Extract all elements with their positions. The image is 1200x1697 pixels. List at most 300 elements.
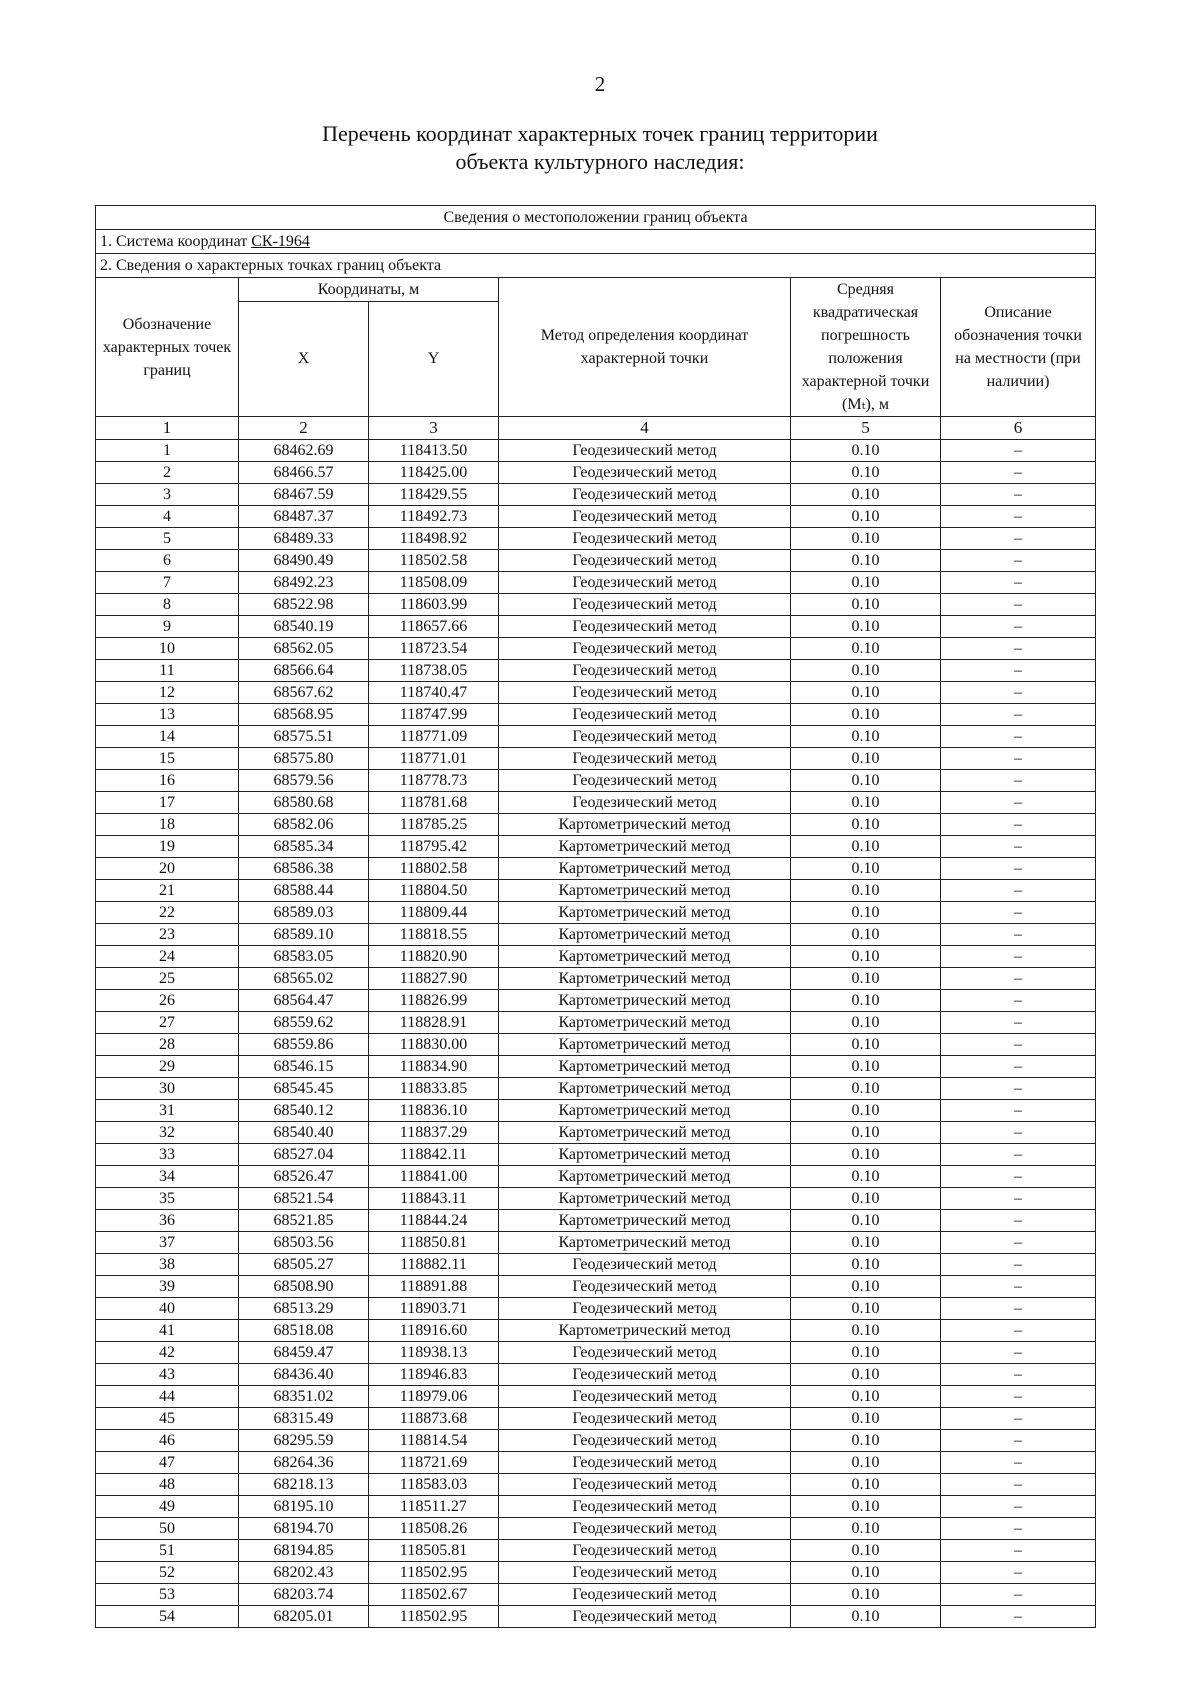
description: –: [941, 1276, 1096, 1298]
error-value: 0.10: [791, 814, 941, 836]
point-number: 8: [96, 594, 239, 616]
point-number: 19: [96, 836, 239, 858]
table-row: [96, 1078, 1096, 1100]
point-number: 23: [96, 924, 239, 946]
description: –: [941, 1518, 1096, 1540]
method: Геодезический метод: [499, 550, 791, 572]
description: –: [941, 770, 1096, 792]
description: –: [941, 880, 1096, 902]
coord-x: 68194.70: [239, 1518, 369, 1540]
table-row: [96, 1562, 1096, 1584]
coord-y: 118979.06: [369, 1386, 499, 1408]
method: Картометрический метод: [499, 1188, 791, 1210]
table-row: [96, 660, 1096, 682]
method: Картометрический метод: [499, 1320, 791, 1342]
point-number: 30: [96, 1078, 239, 1100]
coord-x: 68580.68: [239, 792, 369, 814]
description: –: [941, 616, 1096, 638]
coord-x: 68194.85: [239, 1540, 369, 1562]
coord-x: 68565.02: [239, 968, 369, 990]
table-row: [96, 1144, 1096, 1166]
coord-y: 118603.99: [369, 594, 499, 616]
table-row: [96, 1298, 1096, 1320]
coord-x: 68466.57: [239, 462, 369, 484]
col-number: 6: [941, 417, 1096, 440]
description: –: [941, 1232, 1096, 1254]
table-row: [96, 1430, 1096, 1452]
point-number: 49: [96, 1496, 239, 1518]
description: –: [941, 506, 1096, 528]
coord-y: 118837.29: [369, 1122, 499, 1144]
point-number: 7: [96, 572, 239, 594]
coord-y: 118818.55: [369, 924, 499, 946]
method: Геодезический метод: [499, 572, 791, 594]
method: Геодезический метод: [499, 792, 791, 814]
coord-y: 118502.58: [369, 550, 499, 572]
description: –: [941, 1320, 1096, 1342]
col-coords-header: Координаты, м: [239, 278, 499, 302]
coord-y: 118802.58: [369, 858, 499, 880]
error-value: 0.10: [791, 1254, 941, 1276]
col-number: 2: [239, 417, 369, 440]
table-row: [96, 462, 1096, 484]
point-number: 44: [96, 1386, 239, 1408]
table-row: [96, 1518, 1096, 1540]
method: Картометрический метод: [499, 1034, 791, 1056]
error-value: 0.10: [791, 682, 941, 704]
coord-x: 68218.13: [239, 1474, 369, 1496]
method: Геодезический метод: [499, 1562, 791, 1584]
description: –: [941, 440, 1096, 462]
point-number: 50: [96, 1518, 239, 1540]
method: Геодезический метод: [499, 1474, 791, 1496]
coord-y: 118502.95: [369, 1606, 499, 1628]
error-value: 0.10: [791, 1474, 941, 1496]
description: –: [941, 814, 1096, 836]
point-number: 40: [96, 1298, 239, 1320]
description: –: [941, 1056, 1096, 1078]
description: –: [941, 1540, 1096, 1562]
coord-x: 68505.27: [239, 1254, 369, 1276]
coord-y: 118795.42: [369, 836, 499, 858]
error-value: 0.10: [791, 594, 941, 616]
description: –: [941, 1386, 1096, 1408]
error-value: 0.10: [791, 440, 941, 462]
error-value: 0.10: [791, 638, 941, 660]
coord-x: 68467.59: [239, 484, 369, 506]
coordinate-system-prefix: 1. Система координат: [100, 232, 248, 250]
error-value: 0.10: [791, 968, 941, 990]
coord-y: 118891.88: [369, 1276, 499, 1298]
method: Геодезический метод: [499, 1386, 791, 1408]
error-value: 0.10: [791, 616, 941, 638]
coord-y: 118429.55: [369, 484, 499, 506]
method: Геодезический метод: [499, 1584, 791, 1606]
coord-y: 118738.05: [369, 660, 499, 682]
point-number: 36: [96, 1210, 239, 1232]
coord-y: 118820.90: [369, 946, 499, 968]
method: Картометрический метод: [499, 1122, 791, 1144]
error-value: 0.10: [791, 1342, 941, 1364]
table-row: [96, 748, 1096, 770]
point-number: 34: [96, 1166, 239, 1188]
coord-y: 118946.83: [369, 1364, 499, 1386]
description: –: [941, 550, 1096, 572]
title-line-2: объекта культурного наследия:: [455, 149, 745, 174]
coord-x: 68205.01: [239, 1606, 369, 1628]
description: –: [941, 638, 1096, 660]
coord-y: 118830.00: [369, 1034, 499, 1056]
table-row: [96, 638, 1096, 660]
description: –: [941, 792, 1096, 814]
coord-x: 68462.69: [239, 440, 369, 462]
table-row: [96, 528, 1096, 550]
col-number: 1: [96, 417, 239, 440]
error-value: 0.10: [791, 1540, 941, 1562]
error-value: 0.10: [791, 1606, 941, 1628]
coord-y: 118842.11: [369, 1144, 499, 1166]
table-row: [96, 1166, 1096, 1188]
coord-x: 68579.56: [239, 770, 369, 792]
point-number: 38: [96, 1254, 239, 1276]
page-number: 2: [594, 72, 606, 96]
coord-y: 118498.92: [369, 528, 499, 550]
table-row: [96, 814, 1096, 836]
description: –: [941, 682, 1096, 704]
point-number: 15: [96, 748, 239, 770]
coord-x: 68518.08: [239, 1320, 369, 1342]
col-y-header: Y: [369, 302, 499, 417]
method: Геодезический метод: [499, 1496, 791, 1518]
coord-x: 68540.19: [239, 616, 369, 638]
coord-x: 68487.37: [239, 506, 369, 528]
point-number: 2: [96, 462, 239, 484]
coord-y: 118771.09: [369, 726, 499, 748]
coord-y: 118850.81: [369, 1232, 499, 1254]
coord-x: 68526.47: [239, 1166, 369, 1188]
error-value: 0.10: [791, 1122, 941, 1144]
method: Геодезический метод: [499, 1452, 791, 1474]
description: –: [941, 1166, 1096, 1188]
coord-y: 118502.67: [369, 1584, 499, 1606]
table-row: [96, 1232, 1096, 1254]
coord-y: 118873.68: [369, 1408, 499, 1430]
method: Картометрический метод: [499, 1012, 791, 1034]
point-number: 54: [96, 1606, 239, 1628]
error-value: 0.10: [791, 1408, 941, 1430]
table-row: [96, 1320, 1096, 1342]
description: –: [941, 1342, 1096, 1364]
method: Геодезический метод: [499, 1298, 791, 1320]
coord-x: 68582.06: [239, 814, 369, 836]
point-number: 1: [96, 440, 239, 462]
table-row: [96, 1364, 1096, 1386]
error-value: 0.10: [791, 1584, 941, 1606]
description: –: [941, 1078, 1096, 1100]
table-row: [96, 1276, 1096, 1298]
method: Геодезический метод: [499, 1540, 791, 1562]
error-value: 0.10: [791, 1188, 941, 1210]
point-number: 46: [96, 1430, 239, 1452]
coord-y: 118804.50: [369, 880, 499, 902]
col-number: 4: [499, 417, 791, 440]
error-value: 0.10: [791, 990, 941, 1012]
coord-y: 118834.90: [369, 1056, 499, 1078]
method: Геодезический метод: [499, 1364, 791, 1386]
coord-y: 118511.27: [369, 1496, 499, 1518]
table-row: [96, 990, 1096, 1012]
coord-y: 118938.13: [369, 1342, 499, 1364]
point-number: 13: [96, 704, 239, 726]
table-row: [96, 1496, 1096, 1518]
description: –: [941, 1562, 1096, 1584]
coord-y: 118771.01: [369, 748, 499, 770]
coord-x: 68489.33: [239, 528, 369, 550]
point-number: 28: [96, 1034, 239, 1056]
description: –: [941, 1474, 1096, 1496]
coord-x: 68559.86: [239, 1034, 369, 1056]
method: Картометрический метод: [499, 1100, 791, 1122]
table-row: [96, 902, 1096, 924]
error-value: 0.10: [791, 484, 941, 506]
coord-y: 118836.10: [369, 1100, 499, 1122]
error-value: 0.10: [791, 1518, 941, 1540]
error-value: 0.10: [791, 1034, 941, 1056]
method: Геодезический метод: [499, 1430, 791, 1452]
page-title: [0, 120, 1200, 176]
description: –: [941, 1452, 1096, 1474]
table-row: [96, 792, 1096, 814]
method: Геодезический метод: [499, 462, 791, 484]
method: Картометрический метод: [499, 1056, 791, 1078]
coord-x: 68492.23: [239, 572, 369, 594]
error-value: 0.10: [791, 946, 941, 968]
error-value: 0.10: [791, 1452, 941, 1474]
method: Геодезический метод: [499, 1276, 791, 1298]
method: Геодезический метод: [499, 1518, 791, 1540]
error-value: 0.10: [791, 1012, 941, 1034]
point-number: 53: [96, 1584, 239, 1606]
error-value: 0.10: [791, 1144, 941, 1166]
method: Картометрический метод: [499, 1144, 791, 1166]
error-value: 0.10: [791, 1386, 941, 1408]
method: Картометрический метод: [499, 1166, 791, 1188]
error-value: 0.10: [791, 704, 941, 726]
points-info-row: 2. Сведения о характерных точках границ объекта: [96, 254, 1096, 278]
point-number: 47: [96, 1452, 239, 1474]
coordinate-system-name: СК-1964: [251, 232, 310, 250]
point-number: 32: [96, 1122, 239, 1144]
description: –: [941, 836, 1096, 858]
coord-x: 68589.03: [239, 902, 369, 924]
description: –: [941, 990, 1096, 1012]
method: Геодезический метод: [499, 1408, 791, 1430]
coord-y: 118903.71: [369, 1298, 499, 1320]
error-value: 0.10: [791, 748, 941, 770]
coord-x: 68564.47: [239, 990, 369, 1012]
coord-y: 118505.81: [369, 1540, 499, 1562]
error-value: 0.10: [791, 1232, 941, 1254]
error-value: 0.10: [791, 660, 941, 682]
table-row: [96, 1188, 1096, 1210]
coord-y: 118413.50: [369, 440, 499, 462]
table-row: [96, 1452, 1096, 1474]
method: Геодезический метод: [499, 1342, 791, 1364]
coord-x: 68490.49: [239, 550, 369, 572]
method: Картометрический метод: [499, 968, 791, 990]
coord-y: 118828.91: [369, 1012, 499, 1034]
description: –: [941, 858, 1096, 880]
coord-x: 68459.47: [239, 1342, 369, 1364]
coord-y: 118844.24: [369, 1210, 499, 1232]
coord-y: 118916.60: [369, 1320, 499, 1342]
coord-x: 68436.40: [239, 1364, 369, 1386]
coord-y: 118778.73: [369, 770, 499, 792]
description: –: [941, 1144, 1096, 1166]
method: Картометрический метод: [499, 990, 791, 1012]
error-value: 0.10: [791, 550, 941, 572]
point-number: 51: [96, 1540, 239, 1562]
coord-y: 118827.90: [369, 968, 499, 990]
col-number: 5: [791, 417, 941, 440]
error-value: 0.10: [791, 1562, 941, 1584]
point-number: 45: [96, 1408, 239, 1430]
coord-x: 68521.54: [239, 1188, 369, 1210]
description: –: [941, 528, 1096, 550]
table-row: [96, 1342, 1096, 1364]
table-row: [96, 1540, 1096, 1562]
description: –: [941, 902, 1096, 924]
table-row: [96, 770, 1096, 792]
point-number: 29: [96, 1056, 239, 1078]
method: Геодезический метод: [499, 616, 791, 638]
error-value: 0.10: [791, 1320, 941, 1342]
description: –: [941, 726, 1096, 748]
coord-y: 118508.09: [369, 572, 499, 594]
error-value: 0.10: [791, 1298, 941, 1320]
coord-y: 118721.69: [369, 1452, 499, 1474]
point-number: 37: [96, 1232, 239, 1254]
coord-y: 118785.25: [369, 814, 499, 836]
error-value: 0.10: [791, 572, 941, 594]
table-row: [96, 1474, 1096, 1496]
coord-y: 118882.11: [369, 1254, 499, 1276]
coord-x: 68195.10: [239, 1496, 369, 1518]
table-row: [96, 726, 1096, 748]
table-row: [96, 572, 1096, 594]
method: Картометрический метод: [499, 880, 791, 902]
point-number: 12: [96, 682, 239, 704]
method: Геодезический метод: [499, 748, 791, 770]
description: –: [941, 1606, 1096, 1628]
coord-y: 118826.99: [369, 990, 499, 1012]
description: –: [941, 1254, 1096, 1276]
method: Геодезический метод: [499, 770, 791, 792]
method: Геодезический метод: [499, 528, 791, 550]
description: –: [941, 1496, 1096, 1518]
table-row: [96, 1012, 1096, 1034]
error-value: 0.10: [791, 858, 941, 880]
method: Геодезический метод: [499, 594, 791, 616]
point-number: 25: [96, 968, 239, 990]
error-value: 0.10: [791, 1078, 941, 1100]
method: Геодезический метод: [499, 1606, 791, 1628]
error-value: 0.10: [791, 1364, 941, 1386]
description: –: [941, 1188, 1096, 1210]
point-number: 6: [96, 550, 239, 572]
coord-x: 68315.49: [239, 1408, 369, 1430]
table-row: [96, 858, 1096, 880]
coord-x: 68295.59: [239, 1430, 369, 1452]
description: –: [941, 704, 1096, 726]
point-number: 14: [96, 726, 239, 748]
point-number: 24: [96, 946, 239, 968]
coord-x: 68203.74: [239, 1584, 369, 1606]
coord-y: 118781.68: [369, 792, 499, 814]
method: Геодезический метод: [499, 484, 791, 506]
coord-y: 118657.66: [369, 616, 499, 638]
description: –: [941, 1408, 1096, 1430]
error-value: 0.10: [791, 836, 941, 858]
description: –: [941, 1122, 1096, 1144]
error-value: 0.10: [791, 1276, 941, 1298]
col-designation-header: Обозначение характерных точек границ: [96, 278, 239, 417]
error-value: 0.10: [791, 506, 941, 528]
table-row: [96, 1034, 1096, 1056]
description: –: [941, 946, 1096, 968]
coord-y: 118425.00: [369, 462, 499, 484]
error-value: 0.10: [791, 726, 941, 748]
coord-x: 68546.15: [239, 1056, 369, 1078]
table-row: [96, 440, 1096, 462]
description: –: [941, 594, 1096, 616]
description: –: [941, 1298, 1096, 1320]
error-value: 0.10: [791, 1166, 941, 1188]
method: Картометрический метод: [499, 902, 791, 924]
table-row: [96, 682, 1096, 704]
coord-y: 118723.54: [369, 638, 499, 660]
point-number: 33: [96, 1144, 239, 1166]
method: Картометрический метод: [499, 924, 791, 946]
table-row: [96, 924, 1096, 946]
coord-x: 68589.10: [239, 924, 369, 946]
method: Геодезический метод: [499, 1254, 791, 1276]
coord-x: 68575.51: [239, 726, 369, 748]
table-row: [96, 704, 1096, 726]
table-row: [96, 1254, 1096, 1276]
error-value: 0.10: [791, 1056, 941, 1078]
coord-x: 68566.64: [239, 660, 369, 682]
table-row: [96, 1056, 1096, 1078]
col-description-header: Описание обозначения точки на местности (при наличии): [941, 278, 1096, 417]
col-number: 3: [369, 417, 499, 440]
method: Геодезический метод: [499, 660, 791, 682]
description: –: [941, 968, 1096, 990]
error-value: 0.10: [791, 1100, 941, 1122]
error-value: 0.10: [791, 462, 941, 484]
coord-x: 68562.05: [239, 638, 369, 660]
point-number: 42: [96, 1342, 239, 1364]
coord-x: 68585.34: [239, 836, 369, 858]
description: –: [941, 1364, 1096, 1386]
table-row: [96, 836, 1096, 858]
coord-y: 118740.47: [369, 682, 499, 704]
coord-y: 118583.03: [369, 1474, 499, 1496]
point-number: 4: [96, 506, 239, 528]
point-number: 31: [96, 1100, 239, 1122]
table-row: [96, 484, 1096, 506]
method: Геодезический метод: [499, 638, 791, 660]
